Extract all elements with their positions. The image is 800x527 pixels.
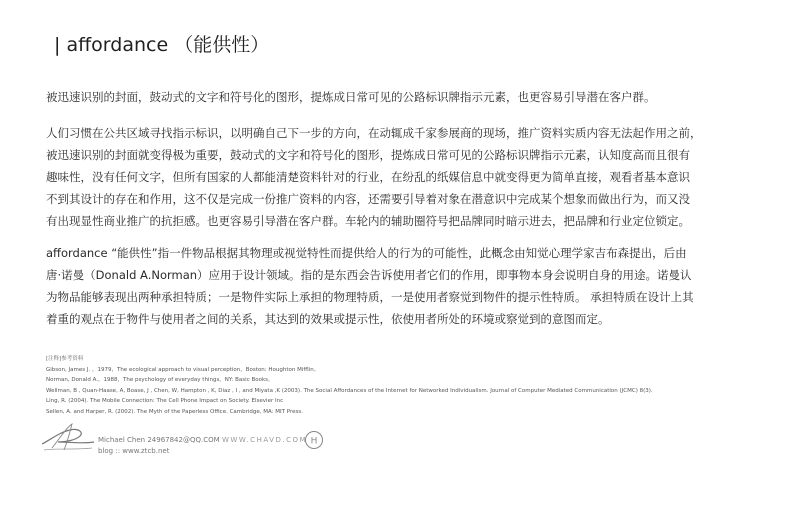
paragraph-line: 不到其设计的存在和作用，这不仅是完成一份推广资料的内容，还需要引导着对象在潜意识中完成某个想象而做出行为，而又没: [46, 192, 690, 206]
paragraph-line: 被迅速识别的封面就变得极为重要，鼓动式的文字和符号化的图形，提炼成日常可见的公路标识牌指示元素，认知度高而且很有: [46, 148, 690, 162]
paragraph-line: 人们习惯在公共区域寻找指示标识，以明确自己下一步的方向，在动辄成千家参展商的现场，推广资料实质内容无法起作用之前，: [46, 126, 702, 140]
paragraph-line: 被迅速识别的封面，鼓动式的文字和符号化的图形，提炼成日常可见的公路标识牌指示元素，也更容易引导潜在客户群。: [46, 90, 656, 104]
reference-item: Gibson, James J. ，1979，The ecological approach to visual perception，Boston: Houghton Mifflin。: [46, 366, 320, 373]
paragraph-line: affordance “能供性”指一件物品根据其物理或视觉特性而提供给人的行为的可能性，此概念由知觉心理学家吉布森提出，后由: [46, 246, 687, 260]
definition-paragraph: [46, 242, 758, 330]
paragraph-line: 着重的观点在于物件与使用者之间的关系，其达到的效果或提示性，依使用者所处的环境或察觉到的意图而定。: [46, 312, 610, 326]
references-section: [46, 354, 766, 417]
paragraph-line: 有出现显性商业推广的抗拒感。也更容易引导潜在客户群。车轮内的辅助圈符号把品牌同时暗示进去，把品牌和行业定位锁定。: [46, 214, 690, 228]
reference-item: Norman, Donald A.，1988，The psychology of everyday things，NY: Basic Books。: [46, 377, 274, 383]
paragraph-line: 为物品能够表现出两种承担特质；一是物件实际上承担的物理特质，一是使用者察觉到物件的提示性特质。 承担特质在设计上其: [46, 290, 694, 304]
page-title: | affordance （能供性）: [54, 34, 270, 56]
reference-item: Sellen, A. and Harper, R. (2002). The Myth of the Paperless Office. Cambridge, MA: MIT Press.: [46, 408, 303, 415]
references-heading: [注释]参考资料: [46, 356, 84, 362]
intro-paragraph: [46, 86, 758, 108]
body-paragraph: [46, 122, 758, 232]
page-footer: [40, 420, 440, 460]
signature-icon: [40, 420, 96, 456]
paragraph-line: 趣味性，没有任何文字，但所有国家的人都能清楚资料针对的行业，在纷乱的纸媒信息中就变得更为简单直接，观看者基本意识: [46, 170, 690, 184]
circle-monogram-logo-icon: [304, 430, 324, 450]
reference-item: Wellman, B , Quan-Haase, A, Boase, J , Chen, W, Hampton , K, Diaz , I , and Miyata ,K (2003). The Social Affordances of the Internet for Networked Individualism. Journal of Computer Mediated Communication (JCMC) 8(3).: [46, 387, 653, 394]
reference-item: Ling, R. (2004). The Mobile Connection: The Cell Phone Impact on Society. Elsevier Inc: [46, 398, 284, 404]
blog-link[interactable]: blog :: www.ztcb.net: [98, 447, 170, 455]
website-link[interactable]: WWW.CHAVD.COM: [222, 436, 308, 444]
svg-text:H: H: [310, 436, 318, 447]
author-contact: Michael Chen 24967842@QQ.COM: [98, 436, 220, 444]
paragraph-line: 唐·诺曼（Donald A.Norman）应用于设计领域。指的是东西会告诉使用者它们的作用，即事物本身会说明自身的用途。诺曼认: [46, 268, 692, 282]
